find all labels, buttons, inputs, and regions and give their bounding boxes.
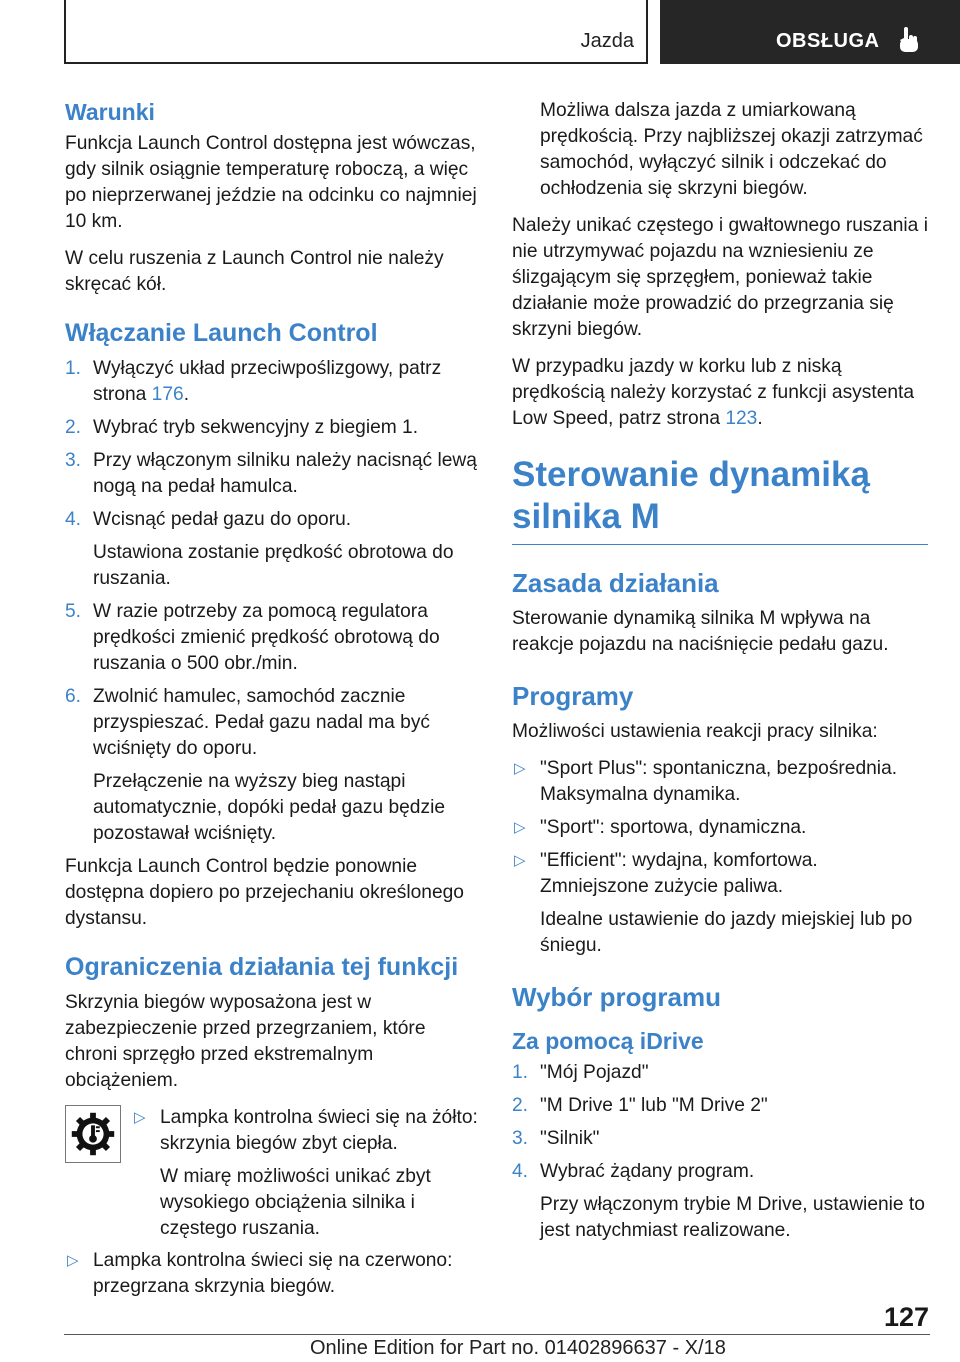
step-6 [65, 684, 480, 762]
heading-zasada: Zasada działania [512, 568, 719, 598]
step-number: 2. [65, 417, 82, 438]
step-3 [65, 448, 480, 500]
heading-ograniczenia: Ograniczenia działania tej funkcji [65, 953, 459, 981]
list-item [512, 848, 928, 900]
triangle-bullet-icon: ▷ [514, 852, 526, 869]
step-5 [65, 599, 480, 677]
paragraph: Należy unikać częstego i gwałtownego ruszania i nie utrzymywać pojazdu na wzniesieniu ze ślizgającym się sprzęgłem, ponieważ takie działanie może prowadzić do przegrzania się skrzyni biegów. [512, 215, 928, 340]
list-item [512, 815, 928, 841]
paragraph: Funkcja Launch Control będzie ponownie dostępna dopiero po przejechaniu określonego dystansu. [65, 856, 464, 929]
section-title: Sterowanie dynamiką silnika M [512, 454, 928, 545]
heading-wybor: Wybór programu [512, 982, 721, 1012]
paragraph-text: W przypadku jazdy w korku lub z niską prędkością należy korzystać z funkcji asystenta Low Speed, patrz strona [512, 356, 915, 429]
step-text-end: . [183, 384, 190, 405]
step-note: Przy włączonym trybie M Drive, ustawienie to jest natychmiast realizowane. [540, 1194, 925, 1241]
step-number: 3. [512, 1128, 529, 1149]
step-1 [512, 1060, 928, 1086]
step-text: Wybrać żądany program. [540, 1161, 755, 1182]
list-item [512, 756, 928, 808]
step-4 [65, 507, 480, 533]
step-text: "Mój Pojazd" [540, 1062, 649, 1083]
right-column [512, 98, 928, 1251]
header-chapter-title: OBSŁUGA [776, 30, 880, 52]
footer-divider [64, 1334, 930, 1335]
step-number: 3. [65, 450, 82, 471]
list-item-text: "Efficient": wydajna, komfortowa. Zmniejszone zużycie paliwa. [540, 850, 818, 897]
warning-block [65, 1105, 480, 1242]
step-text: "Silnik" [540, 1128, 600, 1149]
step-note: Ustawiona zostanie prędkość obrotowa do ruszania. [93, 542, 454, 589]
paragraph: Możliwości ustawienia reakcji pracy silnika: [512, 721, 878, 742]
step-4 [512, 1159, 928, 1185]
step-text: "M Drive 1" lub "M Drive 2" [540, 1095, 768, 1116]
step-number: 1. [65, 358, 82, 379]
step-number: 4. [65, 509, 82, 530]
page-link-123[interactable]: 123 [725, 408, 758, 429]
triangle-bullet-icon: ▷ [514, 760, 526, 777]
warning-item-yellow [134, 1105, 480, 1157]
page-number: 127 [884, 1302, 930, 1332]
paragraph [512, 354, 928, 432]
heading-warunki: Warunki [65, 99, 155, 125]
step-note: Przełączenie na wyższy bieg nastąpi automatycznie, dopóki pedał gazu będzie pozostawał wciśnięty. [93, 771, 446, 844]
warning-note: W miarę możliwości unikać zbyt wysokiego obciążenia silnika i częstego ruszania. [160, 1166, 431, 1239]
warning-text: Lampka kontrolna świeci się na czerwono: przegrzana skrzynia biegów. [93, 1250, 453, 1297]
warning-text: Lampka kontrolna świeci się na żółto: skrzynia biegów zbyt ciepła. [160, 1107, 478, 1154]
left-column [65, 98, 480, 1307]
footer-edition: Online Edition for Part no. 01402896637 - X/18 [310, 1337, 726, 1359]
step-text: Zwolnić hamulec, samochód zacznie przyspieszać. Pedał gazu nadal ma być wciśnięty do oporu. [93, 686, 431, 759]
paragraph-text-end: . [757, 408, 763, 429]
header-chapter-box [660, 0, 960, 64]
step-text: Przy włączonym silniku należy nacisnąć lewą nogą na pedał hamulca. [93, 450, 477, 497]
step-text: W razie potrzeby za pomocą regulatora prędkości zmienić prędkość obrotową do ruszania o 500 obr./min. [93, 601, 440, 674]
list-item-note: Idealne ustawienie do jazdy miejskiej lub po śniegu. [540, 909, 913, 956]
step-2 [512, 1093, 928, 1119]
list-item-text: "Sport Plus": spontaniczna, bezpośrednia. Maksymalna dynamika. [540, 758, 898, 805]
step-text: Wybrać tryb sekwencyjny z biegiem 1. [93, 417, 419, 438]
heading-idrive: Za pomocą iDrive [512, 1028, 704, 1054]
continued-paragraph: Możliwa dalsza jazda z umiarkowaną prędkością. Przy najbliższej okazji zatrzymać samochód, wyłączyć silnik i odczekać do ochłodzenia się skrzyni biegów. [540, 100, 923, 199]
hand-pointer-icon [896, 25, 922, 55]
paragraph: Sterowanie dynamiką silnika M wpływa na reakcje pojazdu na naciśnięcie pedału gazu. [512, 608, 889, 655]
heading-programy: Programy [512, 681, 634, 711]
warning-item-red [65, 1248, 480, 1300]
heading-wlaczanie: Włączanie Launch Control [65, 319, 378, 347]
step-3 [512, 1126, 928, 1152]
step-number: 4. [512, 1161, 529, 1182]
step-1 [65, 356, 480, 408]
page-link-176[interactable]: 176 [151, 384, 184, 405]
header-section-title: Jazda [580, 30, 634, 52]
step-2 [65, 415, 480, 441]
step-text: Wyłączyć układ przeciwpoślizgowy, patrz strona [93, 358, 442, 405]
step-number: 2. [512, 1095, 529, 1116]
step-number: 5. [65, 601, 82, 622]
triangle-bullet-icon: ▷ [67, 1252, 79, 1269]
step-number: 6. [65, 686, 82, 707]
paragraph: Funkcja Launch Control dostępna jest wówczas, gdy silnik osiągnie temperaturę roboczą, a więc po nieprzerwanej jeździe na odcinku co najmniej 10 km. [65, 133, 477, 232]
triangle-bullet-icon: ▷ [514, 819, 526, 836]
step-number: 1. [512, 1062, 529, 1083]
step-text: Wcisnąć pedał gazu do oporu. [93, 509, 352, 530]
list-item-text: "Sport": sportowa, dynamiczna. [540, 817, 807, 838]
triangle-bullet-icon: ▷ [134, 1109, 146, 1126]
paragraph: Skrzynia biegów wyposażona jest w zabezpieczenie przed przegrzaniem, które chroni sprzęgło przed ekstremalnym obciążeniem. [65, 992, 426, 1091]
header-section-box [64, 0, 648, 64]
paragraph: W celu ruszenia z Launch Control nie należy skręcać kół. [65, 248, 444, 295]
gear-thermometer-icon [65, 1105, 121, 1163]
